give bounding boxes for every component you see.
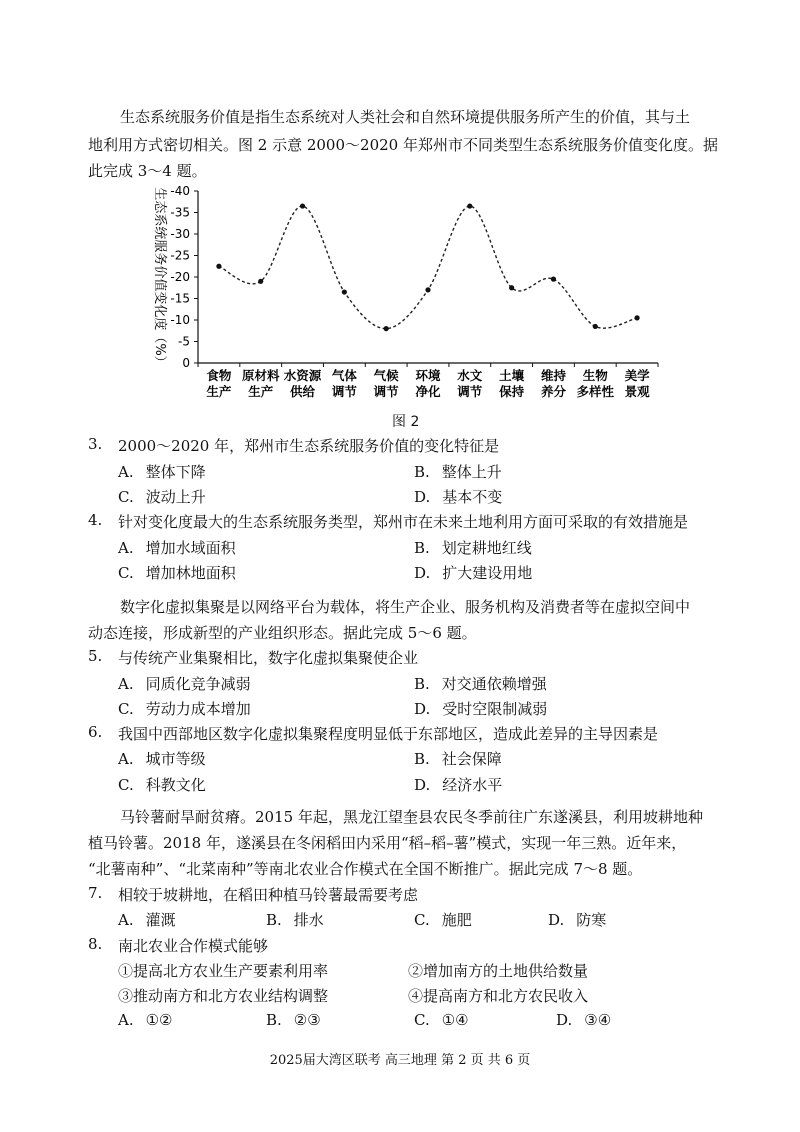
question-4-text: 针对变化度最大的生态系统服务类型，郑州市在未来土地利用方面可采取的有效措施是 [118,513,689,531]
option-text: ②③ [293,1011,321,1029]
option-key: C. [414,911,430,929]
data-point [216,264,221,269]
option-text: 防寒 [576,911,607,929]
question-6-option-a[interactable] [118,748,206,769]
option-key: C. [118,776,134,794]
option-key: B. [266,911,282,929]
option-text: 整体上升 [441,463,502,481]
x-tick-label: 气候 [373,368,399,383]
option-key: D. [414,488,431,506]
option-text: 扩大建设用地 [442,564,533,582]
y-tick-label: -15 [170,291,190,306]
option-key: B. [414,539,430,557]
option-text: ①④ [441,1011,469,1029]
data-point [551,277,556,282]
question-8-option-c[interactable] [414,1011,469,1029]
question-7-option-c[interactable] [414,909,472,930]
question-3-option-a[interactable] [118,461,206,482]
y-tick-label: -35 [170,205,190,220]
x-tick-label: 生物 [582,368,608,383]
y-tick-label: -40 [170,184,190,198]
option-key: C. [118,488,134,506]
question-8-text: 南北农业合作模式能够 [118,937,269,955]
question-4-number: 4. [88,511,103,529]
option-text: 整体下降 [145,463,206,481]
y-tick-label: -20 [170,270,190,284]
intro2-line: 动态连接，形成新型的产业组织形态。据此完成 5～6 题。 [88,624,477,642]
y-tick-label: -25 [170,248,190,263]
y-tick-label: -5 [178,334,190,349]
option-text: 增加水域面积 [145,539,236,557]
question-3-option-d[interactable] [414,486,502,507]
x-tick-label: 供给 [290,384,316,399]
option-key: A. [118,539,134,557]
option-key: B. [414,463,430,481]
option-text: 波动上升 [145,488,206,506]
x-tick-label: 调节 [331,384,357,399]
question-3-option-c[interactable] [118,486,206,507]
question-5-option-c[interactable] [118,698,251,719]
intro2-line: 数字化虚拟集聚是以网络平台为载体，将生产企业、服务机构及消费者等在虚拟空间中 [120,598,691,616]
data-point [342,289,347,294]
question-8-option-b[interactable] [266,1011,321,1029]
x-tick-label: 调节 [457,384,483,399]
option-text: 社会保障 [441,750,502,768]
question-7-number: 7. [88,884,103,902]
option-text: 经济水平 [442,776,503,794]
option-text: 科教文化 [145,776,206,794]
question-3-text: 2000～2020 年，郑州市生态系统服务价值的变化特征是 [118,437,500,455]
option-key: D. [548,911,565,929]
option-key: A. [118,1011,134,1029]
x-tick-label: 环境 [415,368,441,383]
question-3-option-b[interactable] [414,461,502,482]
data-point [300,203,305,208]
y-tick-label: 0 [182,356,190,370]
question-4-option-c[interactable] [118,562,236,583]
option-key: A. [118,675,134,693]
option-key: D. [414,564,431,582]
intro1-line: 生态系统服务价值是指生态系统对人类社会和自然环境提供服务所产生的价值，其与土 [120,108,691,126]
x-tick-label: 保持 [499,384,525,399]
x-tick-label: 食物 [206,368,232,383]
intro3-line: 马铃薯耐旱耐贫瘠。2015 年起，黑龙江望奎县农民冬季前往广东遂溪县，利用坡耕地种 [120,808,703,826]
series-line [219,206,637,329]
option-text: 受时空限制减弱 [442,700,548,718]
option-key: A. [118,463,134,481]
option-key: B. [414,750,430,768]
option-text: 对交通依赖增强 [441,675,547,693]
option-text: 施肥 [441,911,472,929]
data-point [384,326,389,331]
question-5-number: 5. [88,647,103,665]
question-3-number: 3. [88,435,103,453]
ecosystem-value-chart [0,178,800,418]
question-7-text: 相较于坡耕地，在稻田种植马铃薯最需要考虑 [118,886,419,904]
figure-caption: 图 2 [392,414,420,430]
question-8-statement: ①提高北方农业生产要素利用率 [118,962,329,980]
y-tick-label: -30 [170,227,190,241]
question-4-option-b[interactable] [414,537,532,558]
option-key: D. [414,700,431,718]
y-tick-label: -10 [170,313,190,327]
x-tick-label: 养分 [540,384,566,399]
question-6-option-c[interactable] [118,774,206,795]
intro3-line: “北薯南种”、“北菜南种”等南北农业合作模式在全国不断推广。据此完成 7～8 题。 [88,860,643,878]
option-text: 划定耕地红线 [441,539,532,557]
data-point [467,203,472,208]
option-text: 同质化竞争减弱 [145,675,251,693]
question-7-option-b[interactable] [266,909,324,930]
x-tick-label: 生产 [206,384,232,399]
intro1-line: 此完成 3～4 题。 [88,162,207,180]
option-text: ③④ [584,1011,612,1029]
x-tick-label: 净化 [415,384,441,399]
question-7-option-a[interactable] [118,909,176,930]
intro3-line: 植马铃薯。2018 年，遂溪县在冬闲稻田内采用“稻–稻–薯”模式，实现一年三熟。近年来， [88,834,687,852]
question-6-option-b[interactable] [414,748,502,769]
option-text: 灌溉 [145,911,176,929]
question-8-statement: ②增加南方的土地供给数量 [408,962,589,980]
x-tick-label: 气体 [331,368,357,383]
question-4-option-a[interactable] [118,537,236,558]
x-tick-label: 生产 [248,384,274,399]
x-tick-label: 原材料 [241,368,280,383]
data-point [593,324,598,329]
x-tick-label: 美学 [624,368,650,383]
data-point [634,315,639,320]
question-6-option-d[interactable] [414,774,502,795]
x-tick-label: 土壤 [499,368,525,383]
intro1-line: 地利用方式密切相关。图 2 示意 2000～2020 年郑州市不同类型生态系统服务价值变化度。据 [88,136,718,154]
option-text: 基本不变 [442,488,503,506]
option-key: C. [414,1011,430,1029]
question-6-number: 6. [88,723,103,741]
question-5-text: 与传统产业集聚相比，数字化虚拟集聚使企业 [118,649,419,667]
x-tick-label: 景观 [624,384,650,399]
data-point [258,279,263,284]
option-text: 城市等级 [145,750,206,768]
question-7-option-d[interactable] [548,909,606,930]
option-text: ①② [145,1011,173,1029]
question-8-statement: ③推动南方和北方农业结构调整 [118,987,329,1005]
question-8-option-d[interactable] [556,1011,611,1029]
option-key: C. [118,700,134,718]
x-tick-label: 多样性 [576,384,615,399]
x-tick-label: 维持 [540,368,566,383]
data-point [509,285,514,290]
question-8-statement: ④提高南方和北方农民收入 [408,987,589,1005]
option-text: 劳动力成本增加 [145,700,251,718]
question-5-option-b[interactable] [414,673,547,694]
question-5-option-a[interactable] [118,673,251,694]
question-6-text: 我国中西部地区数字化虚拟集聚程度明显低于东部地区，造成此差异的主导因素是 [118,725,659,743]
option-key: D. [556,1011,573,1029]
option-key: D. [414,776,431,794]
option-text: 排水 [293,911,324,929]
option-key: A. [118,911,134,929]
question-5-option-d[interactable] [414,698,547,719]
data-point [425,287,430,292]
x-tick-label: 水资源 [283,368,322,383]
option-text: 增加林地面积 [145,564,236,582]
question-8-number: 8. [88,935,103,953]
question-4-option-d[interactable] [414,562,532,583]
x-tick-label: 水文 [457,368,483,383]
option-key: A. [118,750,134,768]
option-key: B. [414,675,430,693]
question-8-option-a[interactable] [118,1011,173,1029]
option-key: B. [266,1011,282,1029]
y-axis-label: 生态系统服务价值变化度（%） [152,187,167,369]
x-tick-label: 调节 [373,384,399,399]
page-footer: 2025届大湾区联考 高三地理 第 2 页 共 6 页 [269,1053,531,1068]
option-key: C. [118,564,134,582]
